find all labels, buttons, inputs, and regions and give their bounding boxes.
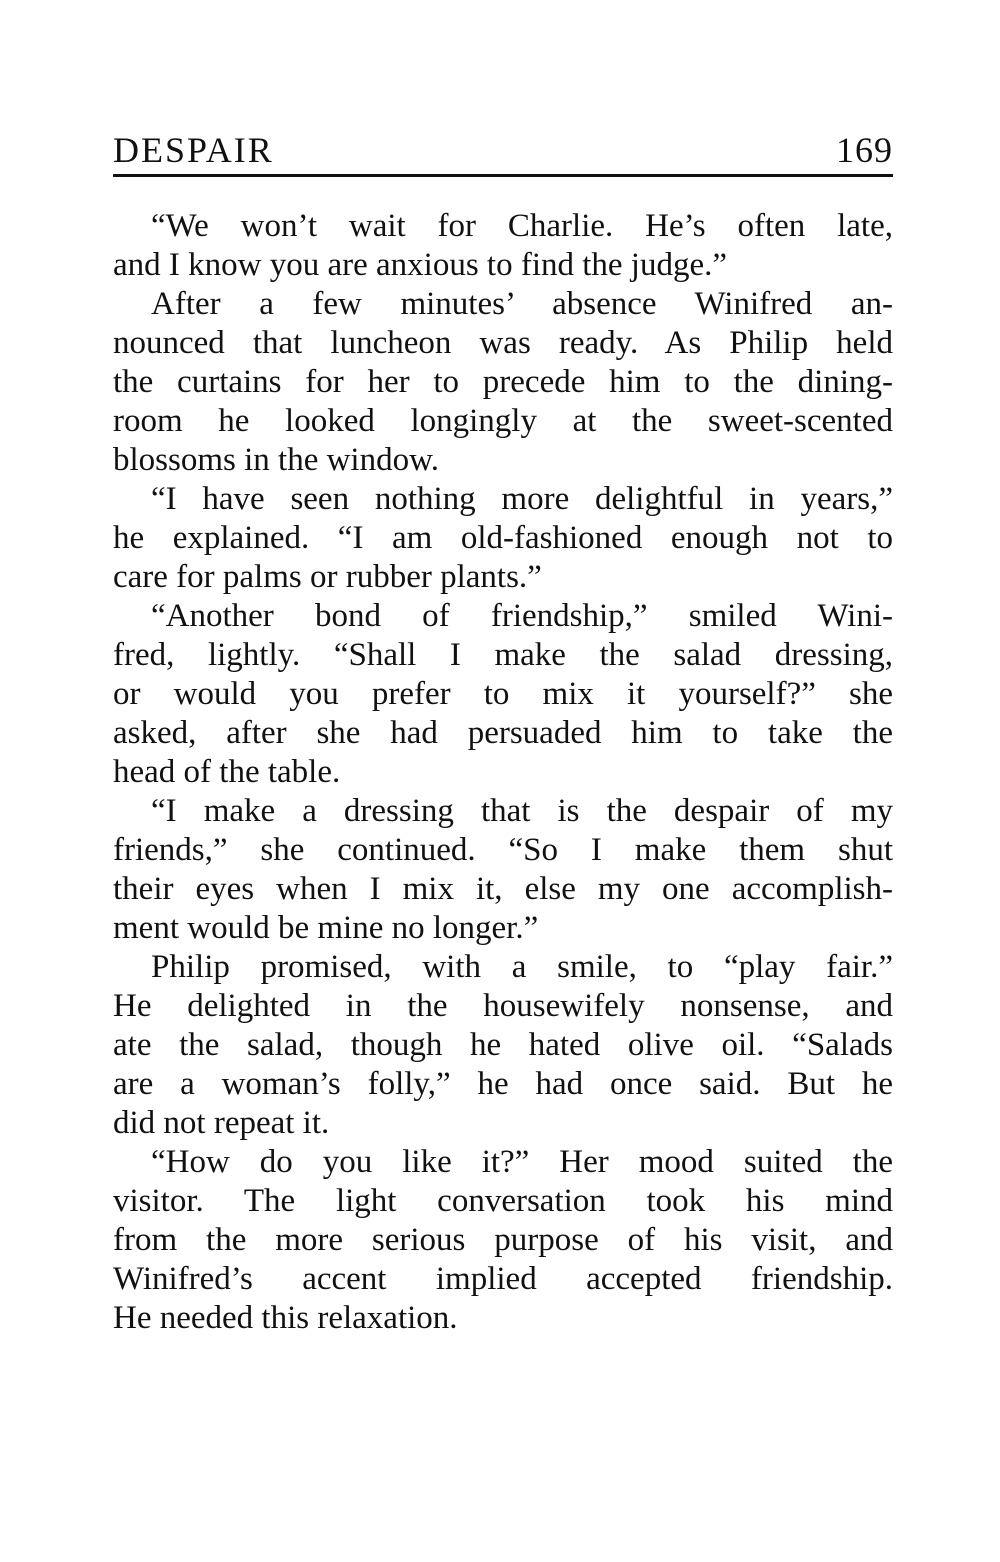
text-line: “We won’t wait for Charlie. He’s often late, — [151, 208, 893, 244]
text-line: head of the table. — [113, 754, 341, 790]
text-line: friends,” she continued. “So I make them shut — [113, 832, 893, 868]
text-line: did not repeat it. — [113, 1105, 330, 1141]
text-line: Winifred’s accent implied accepted friendship. — [113, 1261, 893, 1297]
text-line: He needed this relaxation. — [113, 1300, 458, 1336]
text-line: ate the salad, though he hated olive oil. “Salads — [113, 1027, 893, 1063]
text-line: “I make a dressing that is the despair of my — [151, 793, 893, 829]
text-line: visitor. The light conversation took his mind — [113, 1183, 893, 1219]
text-line: their eyes when I mix it, else my one accomplish- — [113, 871, 893, 907]
text-line: He delighted in the housewifely nonsense, and — [113, 988, 893, 1024]
text-line: nounced that luncheon was ready. As Philip held — [113, 325, 893, 361]
running-head — [113, 128, 893, 172]
text-line: ment would be mine no longer.” — [113, 910, 539, 946]
text-line: After a few minutes’ absence Winifred an- — [151, 286, 893, 322]
text-line: from the more serious purpose of his visit, and — [113, 1222, 893, 1258]
text-line: are a woman’s folly,” he had once said. But he — [113, 1066, 893, 1102]
page-number: 169 — [836, 130, 893, 170]
chapter-title: DESPAIR — [113, 130, 274, 170]
text-line: fred, lightly. “Shall I make the salad dressing, — [113, 637, 893, 673]
text-line: asked, after she had persuaded him to take the — [113, 715, 893, 751]
body-text — [113, 207, 893, 1338]
text-line: “I have seen nothing more delightful in years,” — [151, 481, 893, 517]
text-line: the curtains for her to precede him to the dining- — [113, 364, 893, 400]
text-line: “Another bond of friendship,” smiled Wini- — [151, 598, 893, 634]
header-rule — [113, 174, 893, 177]
text-line: Philip promised, with a smile, to “play fair.” — [151, 949, 893, 985]
text-line: blossoms in the window. — [113, 442, 440, 478]
text-line: room he looked longingly at the sweet-scented — [113, 403, 893, 439]
text-line: he explained. “I am old-fashioned enough not to — [113, 520, 893, 556]
text-line: “How do you like it?” Her mood suited the — [151, 1144, 893, 1180]
text-line: or would you prefer to mix it yourself?” she — [113, 676, 893, 712]
text-line: care for palms or rubber plants.” — [113, 559, 542, 595]
text-line: and I know you are anxious to find the judge.” — [113, 247, 728, 283]
